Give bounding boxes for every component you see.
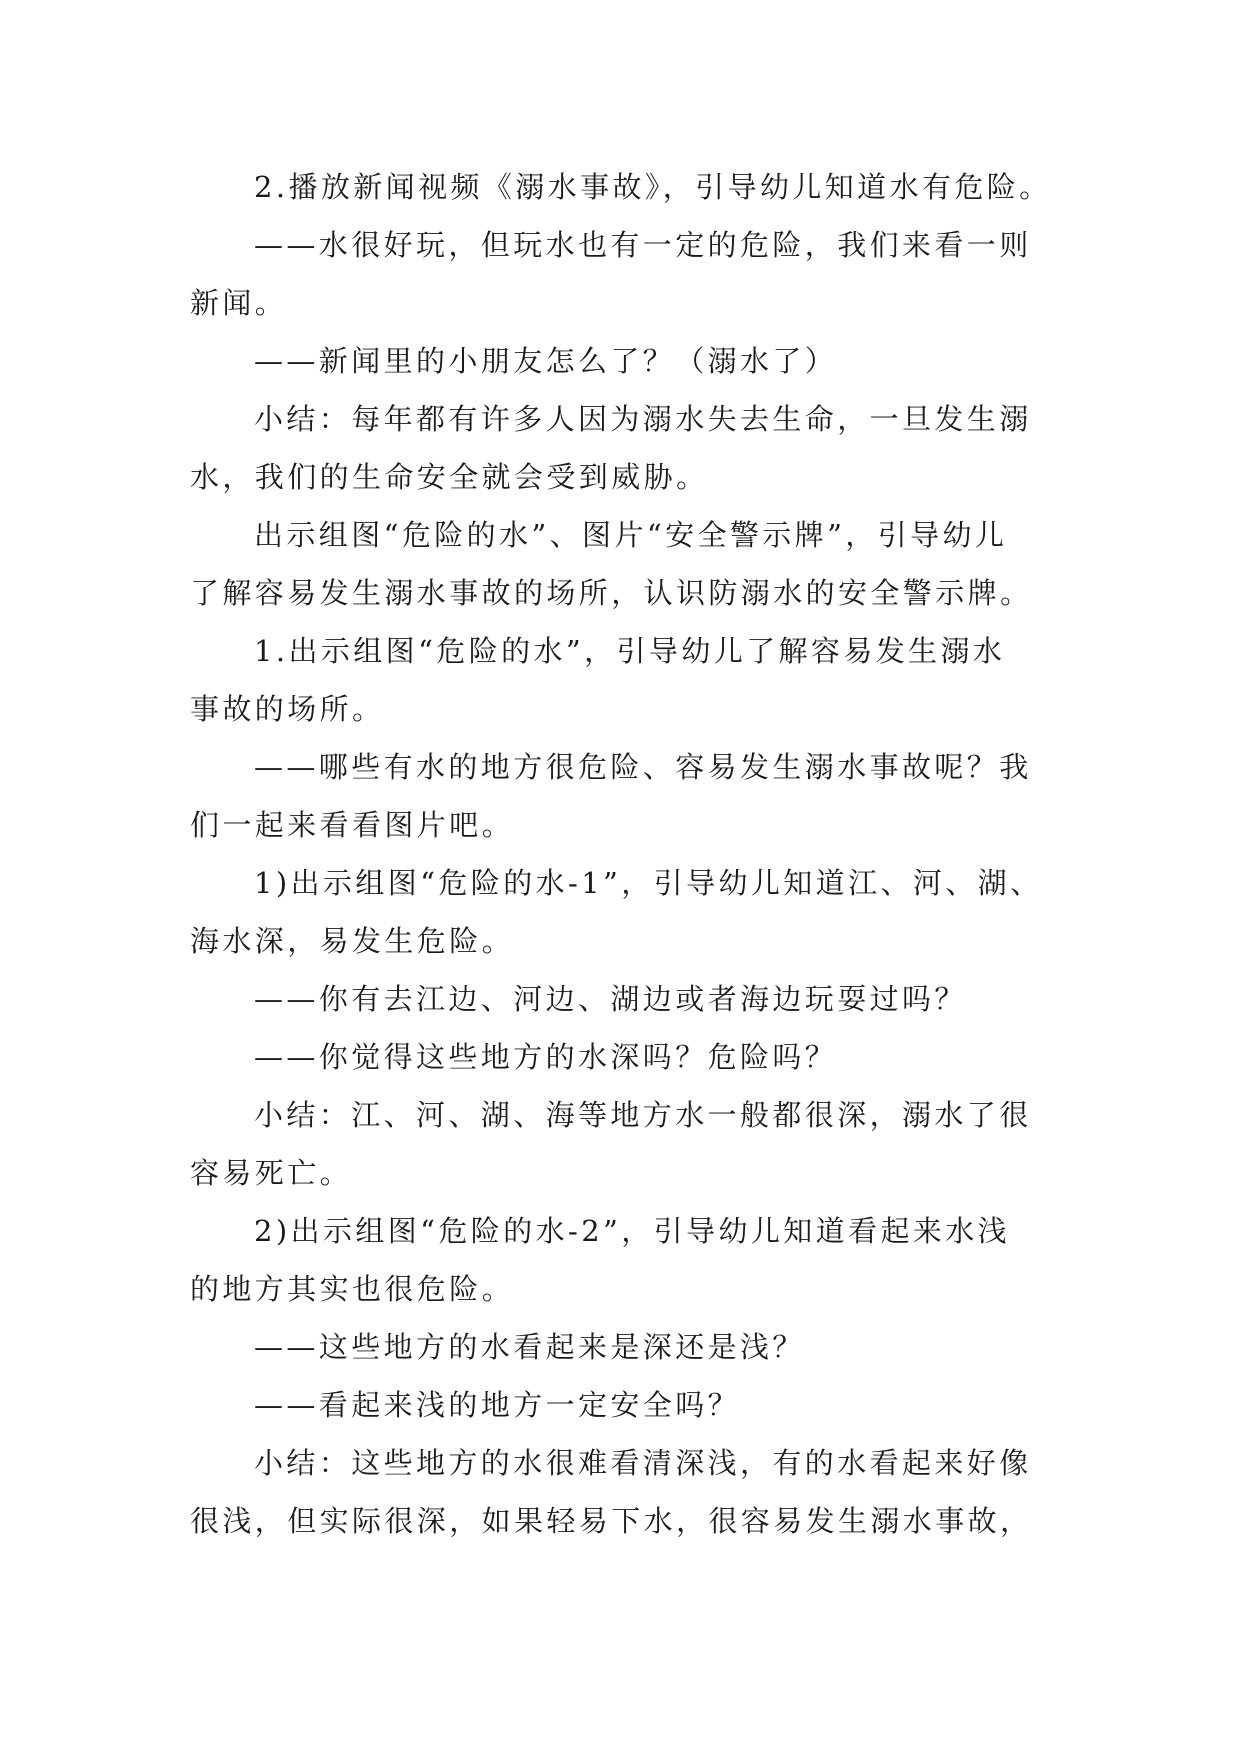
text-line: 2.播放新闻视频《溺水事故》，引导幼儿知道水有危险。 (254, 170, 1052, 204)
text-line: 事故的场所。 (190, 692, 385, 726)
text-line: 海水深，易发生危险。 (190, 924, 515, 958)
document-body (190, 158, 1060, 1550)
text-line: ——你有去江边、河边、湖边或者海边玩耍过吗？ (254, 982, 967, 1016)
text-line: 小结：每年都有许多人因为溺水失去生命，一旦发生溺 (254, 402, 1032, 436)
text-line: 1.出示组图“危险的水”，引导幼儿了解容易发生溺水 (254, 634, 1006, 668)
text-line: 1)出示组图“危险的水-1”，引导幼儿知道江、河、湖、 (254, 866, 1043, 900)
text-line: ——这些地方的水看起来是深还是浅？ (254, 1330, 805, 1364)
text-line: ——水很好玩，但玩水也有一定的危险，我们来看一则 (254, 228, 1032, 262)
text-line: 很浅，但实际很深，如果轻易下水，很容易发生溺水事故， (190, 1504, 1033, 1538)
text-line: 小结：江、河、湖、海等地方水一般都很深，溺水了很 (254, 1098, 1032, 1132)
text-line: 们一起来看看图片吧。 (190, 808, 515, 842)
text-line: 水，我们的生命安全就会受到威胁。 (190, 460, 709, 494)
text-line: 出示组图“危险的水”、图片“安全警示牌”，引导幼儿 (254, 518, 1008, 552)
text-line: 新闻。 (190, 286, 288, 320)
text-line: 容易死亡。 (190, 1156, 353, 1190)
text-line: 了解容易发生溺水事故的场所，认识防溺水的安全警示牌。 (190, 576, 1033, 610)
text-line: ——看起来浅的地方一定安全吗？ (254, 1388, 741, 1422)
text-line: 小结：这些地方的水很难看清深浅，有的水看起来好像 (254, 1446, 1032, 1480)
text-line: ——新闻里的小朋友怎么了？（溺水了） (254, 344, 838, 378)
text-line: 的地方其实也很危险。 (190, 1272, 515, 1306)
text-line: 2)出示组图“危险的水-2”，引导幼儿知道看起来水浅 (254, 1214, 1011, 1248)
text-line: ——你觉得这些地方的水深吗？危险吗？ (254, 1040, 838, 1074)
text-line: ——哪些有水的地方很危险、容易发生溺水事故呢？我 (254, 750, 1032, 784)
